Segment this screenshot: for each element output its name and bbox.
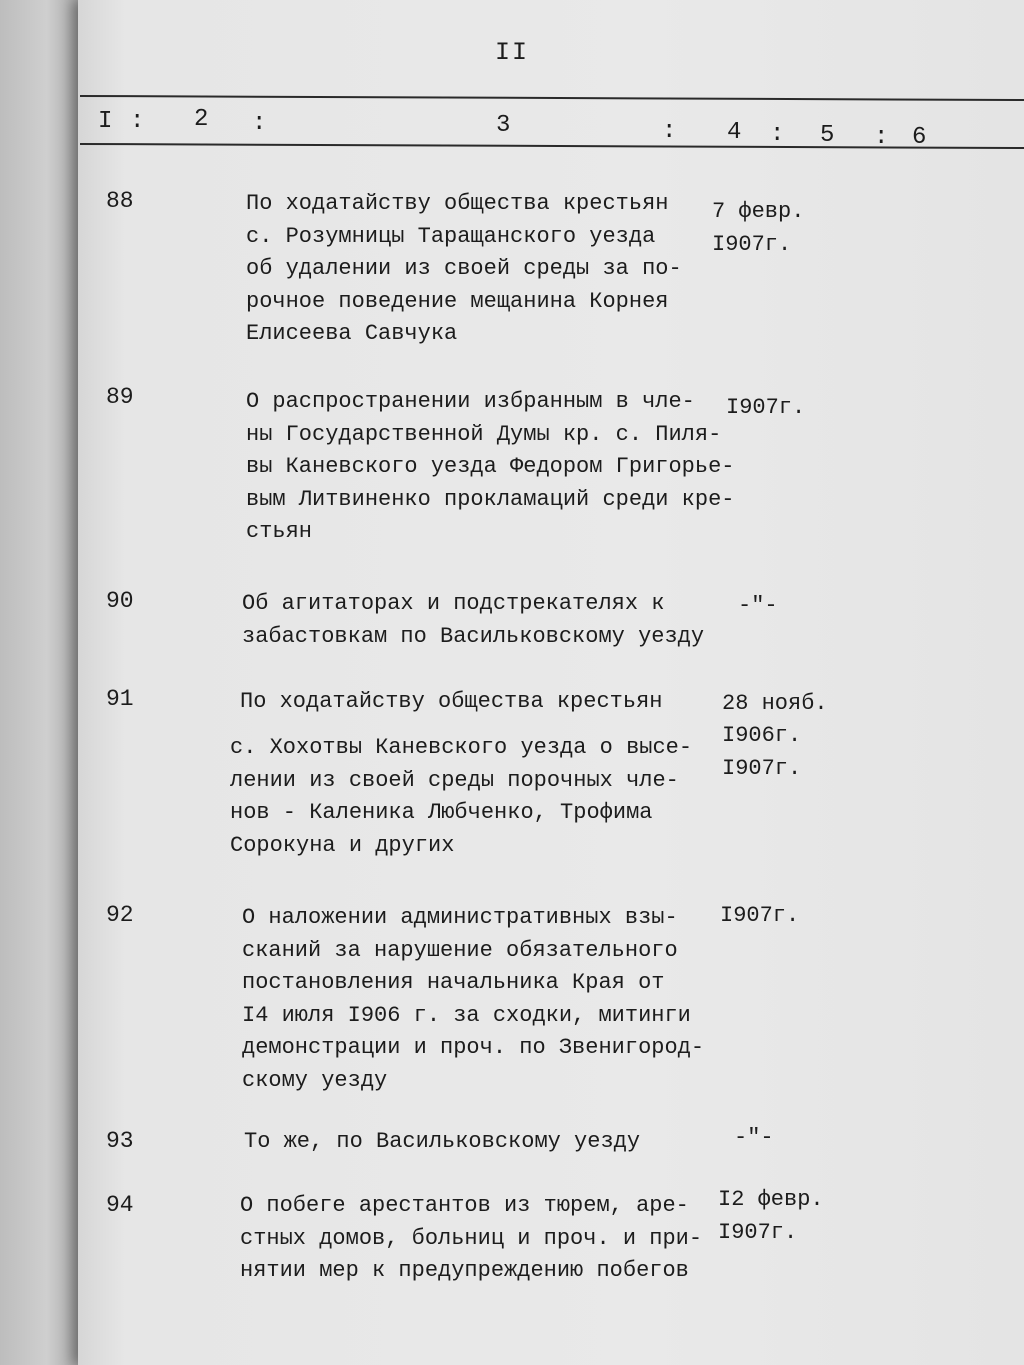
entry-description-first-line: По ходатайству общества крестьян <box>240 689 663 714</box>
column-header-4: 4 <box>727 119 742 146</box>
entry-description: О распространении избранным в чле- ны Государственной Думы кр. с. Пиля- вы Каневского уезда Федором Григорье- вым Литвиненко прокламаций среди кре- стьян <box>246 389 735 544</box>
column-separator: : <box>252 110 267 137</box>
facing-page-edge <box>0 0 78 1365</box>
entry-date: -"- <box>734 1125 774 1150</box>
entry-date: I906г. I907г. <box>722 723 802 781</box>
entry-description: О побеге арестантов из тюрем, аре- стных домов, больниц и проч. и при- нятии мер к предупреждению побегов <box>240 1193 703 1283</box>
column-separator: : <box>130 108 145 135</box>
entry-description: Об агитаторах и подстрекателях к забастовкам по Васильковскому уезду <box>242 591 705 649</box>
column-separator: : <box>874 124 889 151</box>
column-header-1: I <box>98 108 113 135</box>
page-number: II <box>494 38 529 67</box>
entry-description: с. Хохотвы Каневского уезда о высе- лении из своей среды порочных чле- нов - Каленика Любченко, Трофима Сорокуна и других <box>230 735 693 858</box>
entry-number: 88 <box>106 188 134 214</box>
entry-date: I907г. <box>726 395 806 420</box>
entry-number: 89 <box>106 384 134 410</box>
entry-date: -"- <box>738 593 778 618</box>
entry-date: 28 нояб. <box>722 691 828 716</box>
entry-date: 7 февр. I907г. <box>712 199 805 257</box>
entry-number: 91 <box>106 686 134 712</box>
entry-description: По ходатайству общества крестьян с. Розумницы Таращанского уезда об удалении из своей среды за по- рочное поведение мещанина Корнея Елисеева Савчука <box>246 191 682 346</box>
entry-number: 93 <box>106 1128 134 1154</box>
entry-date: I907г. <box>720 903 800 928</box>
entry-number: 92 <box>106 902 134 928</box>
entry-description: О наложении административных взы- сканий за нарушение обязательного постановления начальника Края от I4 июля I906 г. за сходки, митинги демонстрации и проч. по Звенигород- скому уезду <box>242 905 705 1093</box>
column-header-6: 6 <box>912 124 927 151</box>
column-header-2: 2 <box>194 106 209 133</box>
entry-number: 94 <box>106 1192 134 1218</box>
entry-date: I2 февр. I907г. <box>718 1187 824 1245</box>
column-header-3: 3 <box>496 112 511 139</box>
column-separator: : <box>770 121 785 148</box>
column-separator: : <box>662 118 677 145</box>
entry-number: 90 <box>106 588 134 614</box>
entry-description: То же, по Васильковскому уезду <box>244 1129 641 1154</box>
column-header-5: 5 <box>820 122 835 149</box>
